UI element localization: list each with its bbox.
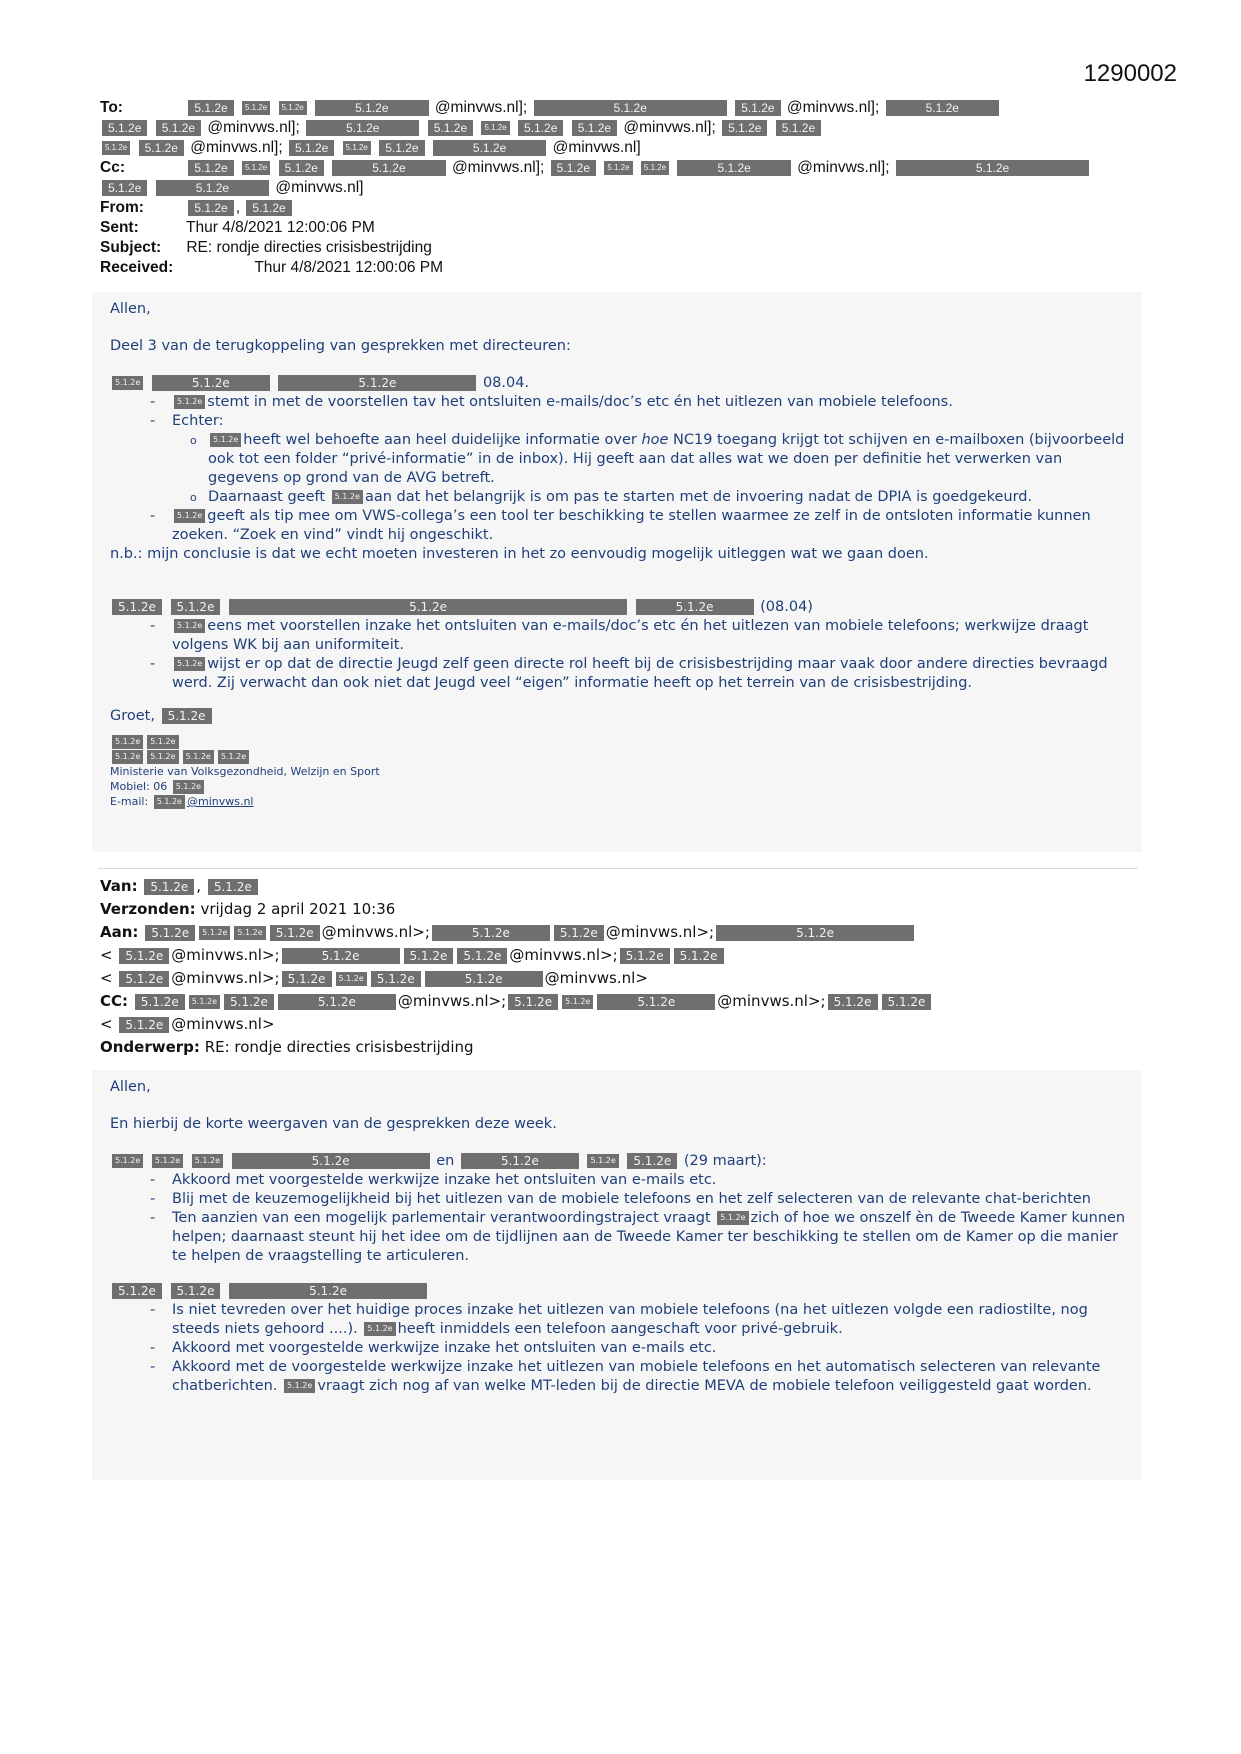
redaction: 5.1.2e [119, 971, 169, 987]
redaction: 5.1.2e [112, 1283, 162, 1299]
list-item [150, 617, 1126, 655]
redaction: 5.1.2e [882, 994, 932, 1010]
email-domain: @minvws.nl]; [207, 119, 300, 136]
redaction: 5.1.2e [481, 121, 509, 135]
redaction: 5.1.2e [152, 375, 270, 391]
note: n.b.: mijn conclusie is dat we echt moeten investeren in het zo eenvoudig mogelijk uitleggen wat we gaan doen. [110, 546, 929, 562]
list-item-text: vraagt zich nog af van welke MT-leden bij de directie MEVA de mobiele telefoon veiliggesteld gaat worden. [317, 1378, 1092, 1394]
list-item-text: Daarnaast geeft [208, 489, 330, 505]
redaction: 5.1.2e [627, 1153, 677, 1169]
subject-value: RE: rondje directies crisisbestrijding [186, 239, 432, 256]
list-item [150, 1190, 1126, 1209]
redaction: 5.1.2e [896, 160, 1089, 176]
redaction: 5.1.2e [279, 160, 324, 176]
redaction: 5.1.2e [112, 376, 143, 390]
redaction: 5.1.2e [218, 750, 249, 764]
email-domain: @minvws.nl> [544, 969, 648, 987]
redaction: 5.1.2e [306, 120, 419, 136]
redaction: 5.1.2e [332, 160, 445, 176]
redaction: 5.1.2e [224, 994, 274, 1010]
to-label: To: [100, 99, 123, 116]
redaction: 5.1.2e [379, 140, 424, 156]
redaction: 5.1.2e [208, 879, 258, 895]
email-domain: @minvws.nl>; [717, 992, 826, 1010]
list-item-text: Echter: [172, 413, 224, 429]
redaction: 5.1.2e [284, 1379, 315, 1393]
email-domain: @minvws.nl>; [509, 946, 618, 964]
redaction: 5.1.2e [776, 120, 821, 136]
redaction: 5.1.2e [722, 120, 767, 136]
redaction: 5.1.2e [112, 750, 143, 764]
van-row: Van: 5.1.2e , 5.1.2e [100, 875, 1140, 898]
list-item [190, 488, 1126, 507]
redaction: 5.1.2e [102, 141, 130, 155]
cc-row-2: < 5.1.2e @minvws.nl> [100, 1015, 275, 1033]
redaction: 5.1.2e [152, 1154, 183, 1168]
redaction: 5.1.2e [562, 995, 593, 1009]
redaction: 5.1.2e [162, 708, 212, 724]
redaction: 5.1.2e [508, 994, 558, 1010]
redaction: 5.1.2e [102, 120, 147, 136]
cc-row [100, 990, 1140, 1013]
redaction: 5.1.2e [620, 948, 670, 964]
to-row-2 [100, 118, 1130, 138]
redaction: 5.1.2e [246, 200, 291, 216]
conjunction: en [436, 1153, 455, 1169]
redaction: 5.1.2e [425, 971, 543, 987]
email-domain: @minvws.nl> [171, 1015, 275, 1033]
message-body-2 [92, 1070, 1142, 1480]
redaction: 5.1.2e [173, 780, 204, 794]
list-item-text: eens met voorstellen inzake het ontsluiten van e-mails/doc’s etc én het uitlezen van mobiele telefoons; werkwijze draagt volgens WK bij aan uniformiteit. [172, 618, 1089, 653]
redaction: 5.1.2e [210, 433, 241, 447]
bullet-list [110, 1301, 1126, 1396]
to-row [100, 98, 1130, 118]
redaction: 5.1.2e [119, 948, 169, 964]
list-item-text: heeft inmiddels een telefoon aangeschaft voor privé-gebruik. [397, 1321, 843, 1337]
bullet-list [110, 507, 1126, 545]
greeting: Allen, [110, 1079, 151, 1095]
email-label: E-mail: [110, 795, 149, 808]
email-domain: @minvws.nl>; [397, 992, 507, 1010]
intro: Deel 3 van de terugkoppeling van gesprekken met directeuren: [110, 338, 571, 354]
closing-text: Groet, [110, 708, 155, 724]
email-header [100, 98, 1130, 278]
redaction: 5.1.2e [886, 100, 999, 116]
redaction: 5.1.2e [156, 120, 201, 136]
verzonden-row [100, 898, 1140, 921]
van-label: Van: [100, 877, 138, 895]
aan-row [100, 921, 1140, 944]
redaction: 5.1.2e [371, 971, 421, 987]
redaction: 5.1.2e [554, 925, 604, 941]
bullet-list [110, 617, 1126, 693]
redaction: 5.1.2e [518, 120, 563, 136]
email-domain: @minvws.nl]; [623, 119, 716, 136]
redaction: 5.1.2e [336, 972, 367, 986]
redaction: 5.1.2e [156, 180, 269, 196]
redaction: 5.1.2e [189, 995, 220, 1009]
redaction: 5.1.2e [343, 141, 371, 155]
redaction: 5.1.2e [102, 180, 147, 196]
list-item-text: Akkoord met voorgestelde werkwijze inzake het ontsluiten van e-mails etc. [172, 1340, 717, 1356]
section-heading-2 [110, 1282, 1126, 1301]
list-item-text: heeft wel behoefte aan heel duidelijke informatie over [243, 432, 642, 448]
list-item-text: Is niet tevreden over het huidige proces inzake het uitlezen van mobiele telefoons (na het uitlezen volgde een radiostilte, nog steeds niets gehoord ....). [172, 1302, 1088, 1337]
redaction: 5.1.2e [604, 161, 632, 175]
redaction: 5.1.2e [282, 948, 400, 964]
list-item [150, 1339, 1126, 1358]
redaction: 5.1.2e [174, 657, 205, 671]
redaction: 5.1.2e [147, 735, 178, 749]
signature [110, 734, 1126, 809]
redaction: 5.1.2e [289, 140, 334, 156]
list-item-text: aan dat het belangrijk is om pas te starten met de invoering nadat de DPIA is goedgekeurd. [364, 489, 1033, 505]
quoted-email-header [100, 875, 1140, 1059]
to-row-3 [100, 138, 1130, 158]
divider [98, 868, 1138, 869]
redaction: 5.1.2e [364, 1322, 395, 1336]
email-domain: @minvws.nl] [275, 179, 364, 196]
redaction: 5.1.2e [242, 161, 270, 175]
email-domain: @minvws.nl>; [171, 969, 280, 987]
redaction: 5.1.2e [188, 100, 233, 116]
subject-label: Subject: [100, 239, 162, 256]
list-item [150, 412, 1126, 431]
intro: En hierbij de korte weergaven van de gesprekken deze week. [110, 1116, 557, 1132]
redaction: 5.1.2e [174, 509, 205, 523]
redaction: 5.1.2e [641, 161, 669, 175]
redaction: 5.1.2e [112, 735, 143, 749]
redaction: 5.1.2e [457, 948, 507, 964]
redaction: 5.1.2e [171, 599, 221, 615]
section-date: (29 maart): [683, 1153, 767, 1169]
list-item-text: Blij met de keuzemogelijkheid bij het uitlezen van de mobiele telefoons en het zelf selecteren van de relevante chat-berichten [172, 1191, 1091, 1207]
list-item-text: Ten aanzien van een mogelijk parlementair verantwoordingstraject vraagt [172, 1210, 716, 1226]
redaction: 5.1.2e [135, 994, 185, 1010]
bullet-list [110, 1171, 1126, 1266]
list-item-text: zich of hoe we onszelf èn de Tweede Kamer kunnen helpen; daarnaast steunt hij het idee om de tijdlijnen aan de Tweede Kamer ter beschikking te stellen om de Kamer op die manier te helpen de vraagstelling te articuleren. [172, 1210, 1126, 1264]
email-domain: @minvws.nl]; [797, 159, 890, 176]
section-date: (08.04) [760, 599, 813, 615]
sent-label: Sent: [100, 219, 139, 236]
email-domain: @minvws.nl>; [171, 946, 280, 964]
redaction: 5.1.2e [636, 599, 754, 615]
list-item [150, 1358, 1126, 1396]
received-row [100, 258, 1130, 278]
redaction: 5.1.2e [717, 1211, 748, 1225]
verzonden-value: vrijdag 2 april 2021 10:36 [200, 900, 396, 918]
list-item [150, 393, 1126, 412]
redaction: 5.1.2e [404, 948, 454, 964]
redaction: 5.1.2e [534, 100, 727, 116]
section-heading-1 [110, 1152, 1126, 1171]
redaction: 5.1.2e [674, 948, 724, 964]
email-domain: @minvws.nl]; [786, 99, 880, 116]
received-label: Received: [100, 259, 174, 276]
redaction: 5.1.2e [677, 160, 790, 176]
redaction: 5.1.2e [279, 101, 307, 115]
aan-row-3: < 5.1.2e @minvws.nl>; 5.1.2e 5.1.2e 5.1.2e 5.1.2e @minvws.nl> [100, 969, 648, 987]
cc-label: CC: [100, 992, 129, 1010]
redaction: 5.1.2e [119, 1017, 169, 1033]
redaction: 5.1.2e [154, 795, 185, 809]
email-domain: @minvws.nl]; [434, 99, 528, 116]
emphasis-text: hoe [641, 432, 669, 448]
redaction: 5.1.2e [171, 1283, 221, 1299]
list-item-text: geeft als tip mee om VWS-collega’s een tool ter beschikking te stellen waarmee ze zelf in de ontsloten informatie kunnen zoeken. “Zoek en vind” vindt hij ongeschikt. [172, 508, 1091, 543]
list-item [150, 1209, 1126, 1266]
cc-row-2 [100, 178, 1130, 198]
onderwerp-row [100, 1036, 1140, 1059]
redaction: 5.1.2e [828, 994, 878, 1010]
aan-row-2: < 5.1.2e @minvws.nl>; 5.1.2e 5.1.2e 5.1.2e @minvws.nl>; 5.1.2e 5.1.2e [100, 944, 1140, 967]
redaction: 5.1.2e [597, 994, 715, 1010]
list-item-text: NC19 toegang krijgt tot schijven en e-mailboxen (bijvoorbeeld ook tot een folder “privé-informatie” in de inbox). Hij geeft aan dat alles wat we doen per definitie het verwerken van gegevens op grond van de AVG betreft. [208, 432, 1125, 486]
redaction: 5.1.2e [315, 100, 428, 116]
closing [110, 707, 1126, 726]
list-item [190, 431, 1126, 488]
redaction: 5.1.2e [282, 971, 332, 987]
redaction: 5.1.2e [270, 925, 320, 941]
redaction: 5.1.2e [229, 1283, 427, 1299]
redaction: 5.1.2e [174, 395, 205, 409]
email-domain: @minvws.nl>; [321, 923, 430, 941]
mobile-label: Mobiel: 06 [110, 780, 168, 793]
redaction: 5.1.2e [428, 120, 473, 136]
sent-row [100, 218, 1130, 238]
cc-label: Cc: [100, 159, 125, 176]
email-link[interactable]: @minvws.nl [186, 795, 254, 808]
section-date: 08.04. [482, 375, 530, 391]
redaction: 5.1.2e [551, 160, 596, 176]
redaction: 5.1.2e [174, 619, 205, 633]
redaction: 5.1.2e [145, 925, 195, 941]
list-item [150, 1301, 1126, 1339]
redaction: 5.1.2e [229, 599, 627, 615]
redaction: 5.1.2e [432, 925, 550, 941]
redaction: 5.1.2e [188, 160, 233, 176]
redaction: 5.1.2e [242, 101, 270, 115]
redaction: 5.1.2e [278, 375, 476, 391]
redaction: 5.1.2e [332, 490, 363, 504]
list-item-text: Akkoord met voorgestelde werkwijze inzake het ontsluiten van e-mails etc. [172, 1172, 717, 1188]
aan-label: Aan: [100, 923, 139, 941]
redaction: 5.1.2e [433, 140, 546, 156]
section-heading-2 [110, 598, 1126, 617]
redaction: 5.1.2e [188, 200, 233, 216]
redaction: 5.1.2e [232, 1153, 430, 1169]
list-item-text: Akkoord met de voorgestelde werkwijze inzake het uitlezen van mobiele telefoons en het automatisch selecteren van relevante chatberichten. [172, 1359, 1101, 1394]
redaction: 5.1.2e [183, 750, 214, 764]
bullet-list [110, 393, 1126, 431]
subject-row [100, 238, 1130, 258]
redaction: 5.1.2e [587, 1154, 618, 1168]
email-domain: @minvws.nl]; [190, 139, 283, 156]
redaction: 5.1.2e [112, 599, 162, 615]
sent-value: Thur 4/8/2021 12:00:06 PM [186, 219, 375, 236]
sub-list [110, 431, 1126, 507]
list-item-text: wijst er op dat de directie Jeugd zelf geen directe rol heeft bij de crisisbestrijding maar vaak door andere directies bevraagd werd. Zij verwacht dan ook niet dat Jeugd veel “eigen” informatie heeft op het terrein van de crisisbestrijding. [172, 656, 1108, 691]
redaction: 5.1.2e [735, 100, 780, 116]
cc-row [100, 158, 1130, 178]
from-row: From: 5.1.2e , 5.1.2e [100, 198, 1130, 218]
list-item [150, 1171, 1126, 1190]
signature-ministry: Ministerie van Volksgezondheid, Welzijn en Sport [110, 765, 380, 778]
redaction: 5.1.2e [112, 1154, 143, 1168]
greeting: Allen, [110, 301, 151, 317]
redaction: 5.1.2e [147, 750, 178, 764]
list-item-text: stemt in met de voorstellen tav het ontsluiten e-mails/doc’s etc én het uitlezen van mobiele telefoons. [207, 394, 953, 410]
redaction: 5.1.2e [572, 120, 617, 136]
redaction: 5.1.2e [144, 879, 194, 895]
onderwerp-value: RE: rondje directies crisisbestrijding [204, 1038, 474, 1056]
received-value: Thur 4/8/2021 12:00:06 PM [254, 259, 444, 276]
email-domain: @minvws.nl>; [605, 923, 715, 941]
redaction: 5.1.2e [199, 926, 230, 940]
from-label: From: [100, 199, 144, 216]
redaction: 5.1.2e [234, 926, 265, 940]
redaction: 5.1.2e [716, 925, 914, 941]
redaction: 5.1.2e [192, 1154, 223, 1168]
list-item [150, 655, 1126, 693]
redaction: 5.1.2e [278, 994, 396, 1010]
list-item [150, 507, 1126, 545]
verzonden-label: Verzonden: [100, 900, 196, 918]
redaction: 5.1.2e [461, 1153, 579, 1169]
email-domain: @minvws.nl] [552, 139, 641, 156]
document-number: 1290002 [1083, 60, 1177, 87]
onderwerp-label: Onderwerp: [100, 1038, 200, 1056]
section-heading-1 [110, 374, 1126, 393]
message-body-1 [92, 292, 1142, 852]
email-domain: @minvws.nl]; [451, 159, 545, 176]
redaction: 5.1.2e [139, 140, 184, 156]
